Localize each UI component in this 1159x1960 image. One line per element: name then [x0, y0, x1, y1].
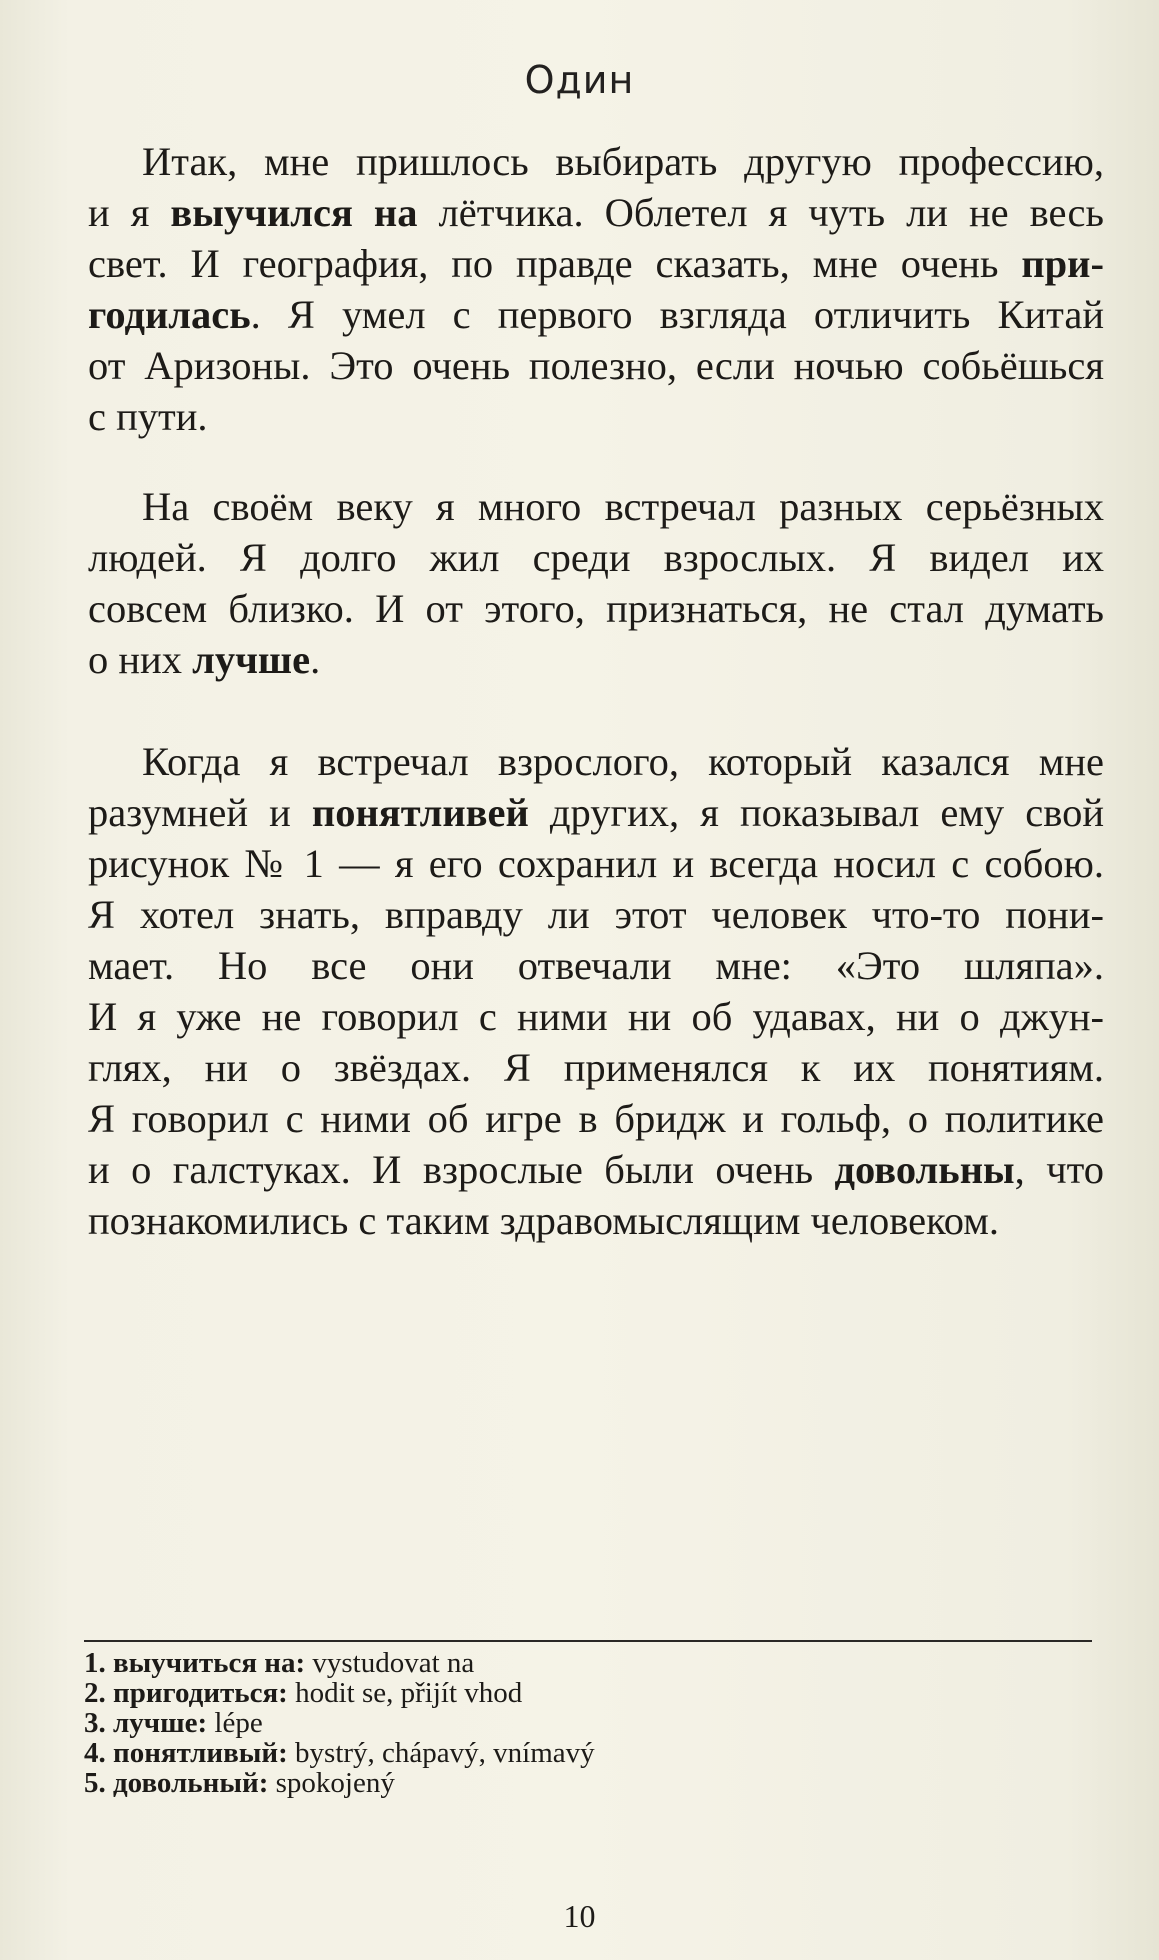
- text-segment: и о галстуках. И взрослые были очень: [88, 1147, 835, 1192]
- paragraph-3: [88, 736, 1104, 1246]
- chapter-title: Один: [524, 58, 635, 102]
- text-line: [88, 1093, 1104, 1144]
- footnote-term: 2. пригодиться:: [84, 1677, 288, 1709]
- page-number: 10: [563, 1898, 596, 1934]
- text-line: [88, 481, 1104, 532]
- text-line: [88, 391, 1104, 442]
- text-line: [88, 289, 1104, 340]
- text-line: [88, 736, 1104, 787]
- text-segment: от Аризоны. Это очень полезно, если ночью собьёшься: [88, 343, 1104, 388]
- text-line: [88, 634, 1104, 685]
- text-line: [88, 187, 1104, 238]
- footnote-translation: lépe: [207, 1707, 263, 1739]
- text-segment: свет. И география, по правде сказать, мне очень: [88, 241, 1022, 286]
- footnote-divider: [84, 1640, 1092, 1642]
- bold-vocabulary-word: при-: [1021, 241, 1104, 286]
- text-segment: рисунок № 1 — я его сохранил и всегда носил с собою.: [88, 841, 1104, 886]
- text-line: [88, 889, 1104, 940]
- text-segment: разумней и: [88, 790, 312, 835]
- text-segment: Я говорил с ними об игре в бридж и гольф, о политике: [88, 1096, 1104, 1141]
- text-line: [88, 787, 1104, 838]
- text-line: [88, 583, 1104, 634]
- text-line: [88, 1042, 1104, 1093]
- bold-vocabulary-word: выучился на: [170, 190, 418, 235]
- text-segment: и я: [88, 190, 171, 235]
- text-line: [88, 1195, 1104, 1246]
- bold-vocabulary-word: довольны: [834, 1147, 1015, 1192]
- text-segment: Итак, мне пришлось выбирать другую профессию,: [142, 139, 1104, 184]
- text-line: [88, 991, 1104, 1042]
- text-line: [88, 532, 1104, 583]
- text-line: [88, 136, 1104, 187]
- footnote-translation: hodit se, přijít vhod: [287, 1677, 523, 1709]
- text-line: [88, 838, 1104, 889]
- bold-vocabulary-word: лучше: [192, 637, 311, 682]
- text-segment: людей. Я долго жил среди взрослых. Я видел их: [88, 535, 1104, 580]
- text-segment: , что: [1014, 1147, 1104, 1192]
- footnote-item: [84, 1768, 1092, 1798]
- text-line: [88, 238, 1104, 289]
- footnote-item: [84, 1708, 1092, 1738]
- bold-vocabulary-word: понятливей: [311, 790, 529, 835]
- text-segment: глях, ни о звёздах. Я применялся к их понятиям.: [88, 1045, 1104, 1090]
- footnote-term: 3. лучше:: [84, 1707, 208, 1739]
- text-segment: других, я показывал ему свой: [528, 790, 1104, 835]
- text-segment: На своём веку я много встречал разных серьёзных: [142, 484, 1104, 529]
- footnotes: [84, 1648, 1092, 1798]
- footnote-item: [84, 1678, 1092, 1708]
- footnote-translation: spokojený: [268, 1767, 395, 1799]
- footnote-translation: vystudovat na: [305, 1647, 475, 1679]
- text-segment: лётчика. Облетел я чуть ли не весь: [417, 190, 1104, 235]
- text-segment: познакомились с таким здравомыслящим человеком.: [88, 1198, 1000, 1243]
- paragraph-1: [88, 136, 1104, 442]
- text-segment: совсем близко. И от этого, признаться, не стал думать: [88, 586, 1104, 631]
- text-segment: Я хотел знать, вправду ли этот человек что-то пони-: [88, 892, 1104, 937]
- text-line: [88, 940, 1104, 991]
- text-segment: с пути.: [88, 394, 208, 439]
- footnote-term: 1. выучиться на:: [84, 1647, 306, 1679]
- text-segment: мает. Но все они отвечали мне: «Это шляпа».: [88, 943, 1104, 988]
- footnote-item: [84, 1738, 1092, 1768]
- text-line: [88, 1144, 1104, 1195]
- paragraph-2: [88, 481, 1104, 685]
- text-segment: И я уже не говорил с ними ни об удавах, ни о джун-: [88, 994, 1104, 1039]
- bold-vocabulary-word: годилась: [88, 292, 251, 337]
- text-segment: .: [310, 637, 321, 682]
- text-segment: . Я умел с первого взгляда отличить Китай: [250, 292, 1104, 337]
- text-segment: о них: [88, 637, 193, 682]
- footnote-translation: bystrý, chápavý, vnímavý: [287, 1737, 595, 1769]
- footnote-item: [84, 1648, 1092, 1678]
- footnote-term: 5. довольный:: [84, 1767, 269, 1799]
- text-segment: Когда я встречал взрослого, который казался мне: [142, 739, 1104, 784]
- text-line: [88, 340, 1104, 391]
- footnote-term: 4. понятливый:: [84, 1737, 288, 1769]
